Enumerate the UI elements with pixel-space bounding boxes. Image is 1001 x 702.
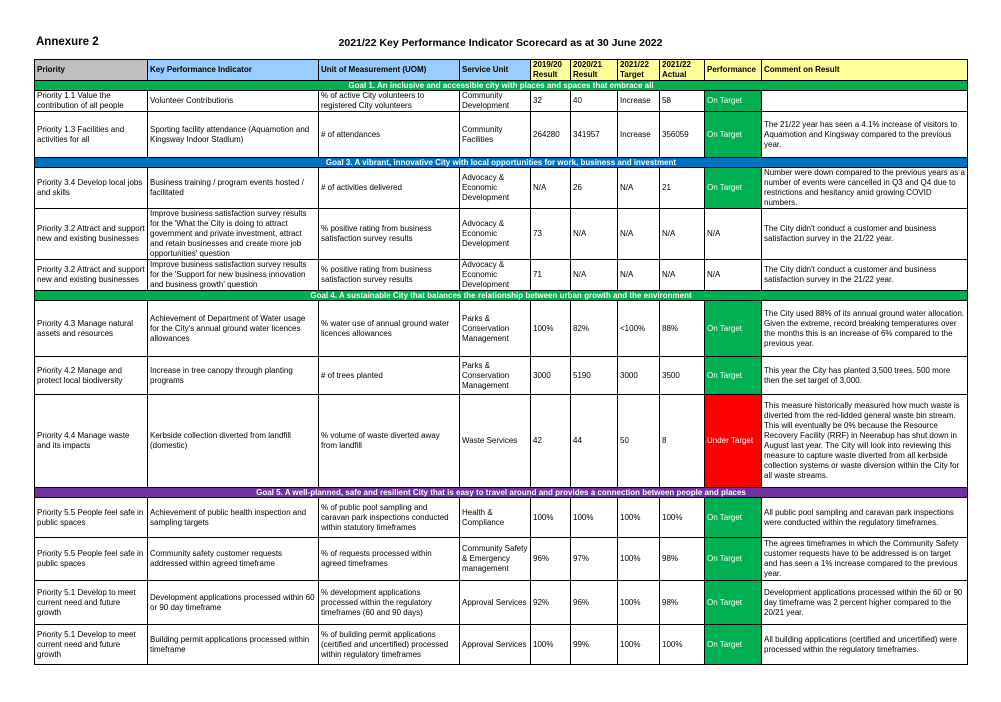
annexure-label: Annexure 2 — [36, 36, 99, 48]
priority-cell: Priority 5.1 Develop to meet current need and future growth — [35, 625, 148, 665]
actual-cell: N/A — [660, 209, 705, 260]
service-unit-cell: Parks & Conservation Management — [460, 301, 531, 357]
target-cell: Increase — [618, 91, 660, 112]
comment-cell: Number were down compared to the previous years as a number of events were cancelled in Q3 and Q4 due to restrictions and hesitancy amid growing COVID numbers. — [762, 168, 968, 209]
result-2020-21-cell: 5190 — [571, 357, 618, 395]
priority-cell: Priority 3.2 Attract and support new and existing businesses — [35, 260, 148, 291]
result-2019-20-cell: 96% — [531, 538, 571, 581]
comment-cell: This measure historically measured how much waste is diverted from the red-lidded general waste bin stream. This will eventually be 0% because the Resource Recovery Facility (RRF) in Neerabup has shut down in August last year. The City will look into reviewing this measure to capture waste diverted from all kerbside collection systems or waste diversion within the City for all waste streams. — [762, 395, 968, 488]
actual-cell: 100% — [660, 498, 705, 538]
kpi-cell: Community safety customer requests addressed within agreed timeframe — [148, 538, 319, 581]
table-body — [35, 81, 968, 665]
service-unit-cell: Community Safety & Emergency management — [460, 538, 531, 581]
result-2020-21-cell: 341957 — [571, 112, 618, 158]
service-unit-cell: Approval Services — [460, 581, 531, 625]
service-unit-cell: Waste Services — [460, 395, 531, 488]
performance-badge: On Target — [705, 91, 762, 112]
result-2020-21-cell: 82% — [571, 301, 618, 357]
priority-cell: Priority 5.5 People feel safe in public spaces — [35, 498, 148, 538]
target-cell: 100% — [618, 581, 660, 625]
uom-cell: % positive rating from business satisfaction survey results — [319, 260, 460, 291]
table-row — [35, 301, 968, 357]
header-row — [35, 60, 968, 81]
result-2020-21-cell: 100% — [571, 498, 618, 538]
target-cell: N/A — [618, 209, 660, 260]
priority-cell: Priority 4.4 Manage waste and its impacts — [35, 395, 148, 488]
actual-cell: 8 — [660, 395, 705, 488]
target-cell: 100% — [618, 625, 660, 665]
table-row — [35, 498, 968, 538]
performance-cell: N/A — [705, 260, 762, 291]
priority-cell: Priority 4.2 Manage and protect local biodiversity — [35, 357, 148, 395]
target-cell: 100% — [618, 538, 660, 581]
result-2020-21-cell: N/A — [571, 209, 618, 260]
table-row — [35, 260, 968, 291]
kpi-cell: Improve business satisfaction survey results for the 'Support for new business innovation and business growth' question — [148, 260, 319, 291]
performance-cell: N/A — [705, 209, 762, 260]
goal-3-row — [35, 158, 968, 168]
result-2020-21-cell: 26 — [571, 168, 618, 209]
table-row — [35, 395, 968, 488]
target-cell: 100% — [618, 498, 660, 538]
uom-cell: # of attendances — [319, 112, 460, 158]
table-row — [35, 209, 968, 260]
uom-cell: # of trees planted — [319, 357, 460, 395]
actual-cell: 98% — [660, 581, 705, 625]
kpi-cell: Building permit applications processed within timeframe — [148, 625, 319, 665]
table-row — [35, 581, 968, 625]
table-row — [35, 357, 968, 395]
actual-cell: N/A — [660, 260, 705, 291]
kpi-cell: Achievement of Department of Water usage for the City's annual ground water licences allowances — [148, 301, 319, 357]
col-header-actual-2021-22: 2021/22 Actual — [660, 60, 705, 81]
goal-1-row — [35, 81, 968, 91]
result-2020-21-cell: 97% — [571, 538, 618, 581]
service-unit-cell: Advocacy & Economic Development — [460, 168, 531, 209]
service-unit-cell: Community Facilities — [460, 112, 531, 158]
actual-cell: 100% — [660, 625, 705, 665]
result-2019-20-cell: 92% — [531, 581, 571, 625]
kpi-scorecard-table — [34, 59, 968, 665]
page-title: 2021/22 Key Performance Indicator Scorecard as at 30 June 2022 — [338, 37, 663, 49]
service-unit-cell: Advocacy & Economic Development — [460, 209, 531, 260]
priority-cell: Priority 5.1 Develop to meet current need and future growth — [35, 581, 148, 625]
comment-cell — [762, 91, 968, 112]
service-unit-cell: Parks & Conservation Management — [460, 357, 531, 395]
kpi-cell: Improve business satisfaction survey results for the 'What the City is doing to attract government and private investment, attract and retain businesses and create more job opportunities' question — [148, 209, 319, 260]
comment-cell: The City didn't conduct a customer and business satisfaction survey in the 21/22 year. — [762, 260, 968, 291]
uom-cell: % of active City volunteers to registered City volunteers — [319, 91, 460, 112]
kpi-cell: Kerbside collection diverted from landfill (domestic) — [148, 395, 319, 488]
target-cell: <100% — [618, 301, 660, 357]
kpi-cell: Sporting facility attendance (Aquamotion and Kingsway Indoor Stadium) — [148, 112, 319, 158]
target-cell: N/A — [618, 168, 660, 209]
priority-cell: Priority 3.4 Develop local jobs and skills — [35, 168, 148, 209]
col-header-target-2021-22: 2021/22 Target — [618, 60, 660, 81]
performance-badge: On Target — [705, 581, 762, 625]
comment-cell: Development applications processed within the 60 or 90 day timeframe was 2 percent higher compared to the 20/21 year. — [762, 581, 968, 625]
target-cell: 3000 — [618, 357, 660, 395]
uom-cell: % water use of annual ground water licences allowances — [319, 301, 460, 357]
priority-cell: Priority 5.5 People feel safe in public spaces — [35, 538, 148, 581]
result-2020-21-cell: 96% — [571, 581, 618, 625]
service-unit-cell: Advocacy & Economic Development — [460, 260, 531, 291]
goal-3-label: Goal 3. A vibrant, innovative City with local opportunities for work, business and investment — [35, 158, 968, 168]
uom-cell: # of activities delivered — [319, 168, 460, 209]
table-row — [35, 168, 968, 209]
goal-1-label: Goal 1. An inclusive and accessible city with places and spaces that embrace all — [35, 81, 968, 91]
performance-badge: On Target — [705, 357, 762, 395]
kpi-cell: Volunteer Contributions — [148, 91, 319, 112]
performance-badge: On Target — [705, 498, 762, 538]
actual-cell: 58 — [660, 91, 705, 112]
target-cell: Increase — [618, 112, 660, 158]
table-row — [35, 625, 968, 665]
table-row — [35, 91, 968, 112]
result-2020-21-cell: 40 — [571, 91, 618, 112]
performance-badge: On Target — [705, 168, 762, 209]
actual-cell: 356059 — [660, 112, 705, 158]
comment-cell: The agrees timeframes in which the Community Safety customer requests have to be addressed is on target and has seen a 1% increase compared to the previous year. — [762, 538, 968, 581]
actual-cell: 21 — [660, 168, 705, 209]
result-2019-20-cell: 71 — [531, 260, 571, 291]
comment-cell: The City used 88% of its annual ground water allocation. Given the extreme, record breaking temperatures over the months this is an increase of 6% compared to the previous year. — [762, 301, 968, 357]
col-header-comment: Comment on Result — [762, 60, 968, 81]
uom-cell: % of public pool sampling and caravan park inspections conducted within statutory timeframes — [319, 498, 460, 538]
service-unit-cell: Health & Compliance — [460, 498, 531, 538]
target-cell: N/A — [618, 260, 660, 291]
result-2019-20-cell: 100% — [531, 625, 571, 665]
target-cell: 50 — [618, 395, 660, 488]
priority-cell: Priority 1.1 Value the contribution of all people — [35, 91, 148, 112]
result-2019-20-cell: 100% — [531, 498, 571, 538]
kpi-cell: Development applications processed within 60 or 90 day timeframe — [148, 581, 319, 625]
service-unit-cell: Approval Services — [460, 625, 531, 665]
service-unit-cell: Community Development — [460, 91, 531, 112]
performance-badge: Under Target — [705, 395, 762, 488]
result-2019-20-cell: 32 — [531, 91, 571, 112]
priority-cell: Priority 4.3 Manage natural assets and resources — [35, 301, 148, 357]
priority-cell: Priority 3.2 Attract and support new and existing businesses — [35, 209, 148, 260]
performance-badge: On Target — [705, 625, 762, 665]
kpi-cell: Business training / program events hosted / facilitated — [148, 168, 319, 209]
col-header-performance: Performance — [705, 60, 762, 81]
actual-cell: 3500 — [660, 357, 705, 395]
col-header-uom: Unit of Measurement (UOM) — [319, 60, 460, 81]
result-2020-21-cell: N/A — [571, 260, 618, 291]
col-header-result-2020-21: 2020/21 Result — [571, 60, 618, 81]
goal-4-row — [35, 291, 968, 301]
result-2019-20-cell: 42 — [531, 395, 571, 488]
uom-cell: % of building permit applications (certified and uncertified) processed within regulatory timeframes — [319, 625, 460, 665]
comment-cell: The City didn't conduct a customer and business satisfaction survey in the 21/22 year. — [762, 209, 968, 260]
result-2019-20-cell: 73 — [531, 209, 571, 260]
uom-cell: % development applications processed within the regulatory timeframes (60 and 90 days) — [319, 581, 460, 625]
goal-4-label: Goal 4. A sustainable City that balances the relationship between urban growth and the environment — [35, 291, 968, 301]
goal-5-label: Goal 5. A well-planned, safe and resilient City that is easy to travel around and provides a connection between people and places — [35, 488, 968, 498]
goal-5-row — [35, 488, 968, 498]
table-row — [35, 112, 968, 158]
result-2019-20-cell: 3000 — [531, 357, 571, 395]
uom-cell: % volume of waste diverted away from landfill — [319, 395, 460, 488]
result-2020-21-cell: 44 — [571, 395, 618, 488]
result-2020-21-cell: 99% — [571, 625, 618, 665]
uom-cell: % of requests processed within agreed timeframes — [319, 538, 460, 581]
priority-cell: Priority 1.3 Facilities and activities for all — [35, 112, 148, 158]
actual-cell: 88% — [660, 301, 705, 357]
result-2019-20-cell: 100% — [531, 301, 571, 357]
comment-cell: The 21/22 year has seen a 4.1% increase of visitors to Aquamotion and Kingsway compared to the previous year. — [762, 112, 968, 158]
comment-cell: All public pool sampling and caravan park inspections were conducted within the regulatory timeframes. — [762, 498, 968, 538]
performance-badge: On Target — [705, 538, 762, 581]
col-header-kpi: Key Performance Indicator — [148, 60, 319, 81]
table-row — [35, 538, 968, 581]
result-2019-20-cell: N/A — [531, 168, 571, 209]
comment-cell: All building applications (certified and uncertified) were processed within the regulatory timeframes. — [762, 625, 968, 665]
col-header-result-2019-20: 2019/20 Result — [531, 60, 571, 81]
performance-badge: On Target — [705, 301, 762, 357]
col-header-service-unit: Service Unit — [460, 60, 531, 81]
kpi-cell: Achievement of public health inspection and sampling targets — [148, 498, 319, 538]
kpi-cell: Increase in tree canopy through planting programs — [148, 357, 319, 395]
comment-cell: This year the City has planted 3,500 trees. 500 more then the set target of 3,000. — [762, 357, 968, 395]
actual-cell: 98% — [660, 538, 705, 581]
uom-cell: % positive rating from business satisfaction survey results — [319, 209, 460, 260]
col-header-priority: Priority — [35, 60, 148, 81]
performance-badge: On Target — [705, 112, 762, 158]
result-2019-20-cell: 264280 — [531, 112, 571, 158]
